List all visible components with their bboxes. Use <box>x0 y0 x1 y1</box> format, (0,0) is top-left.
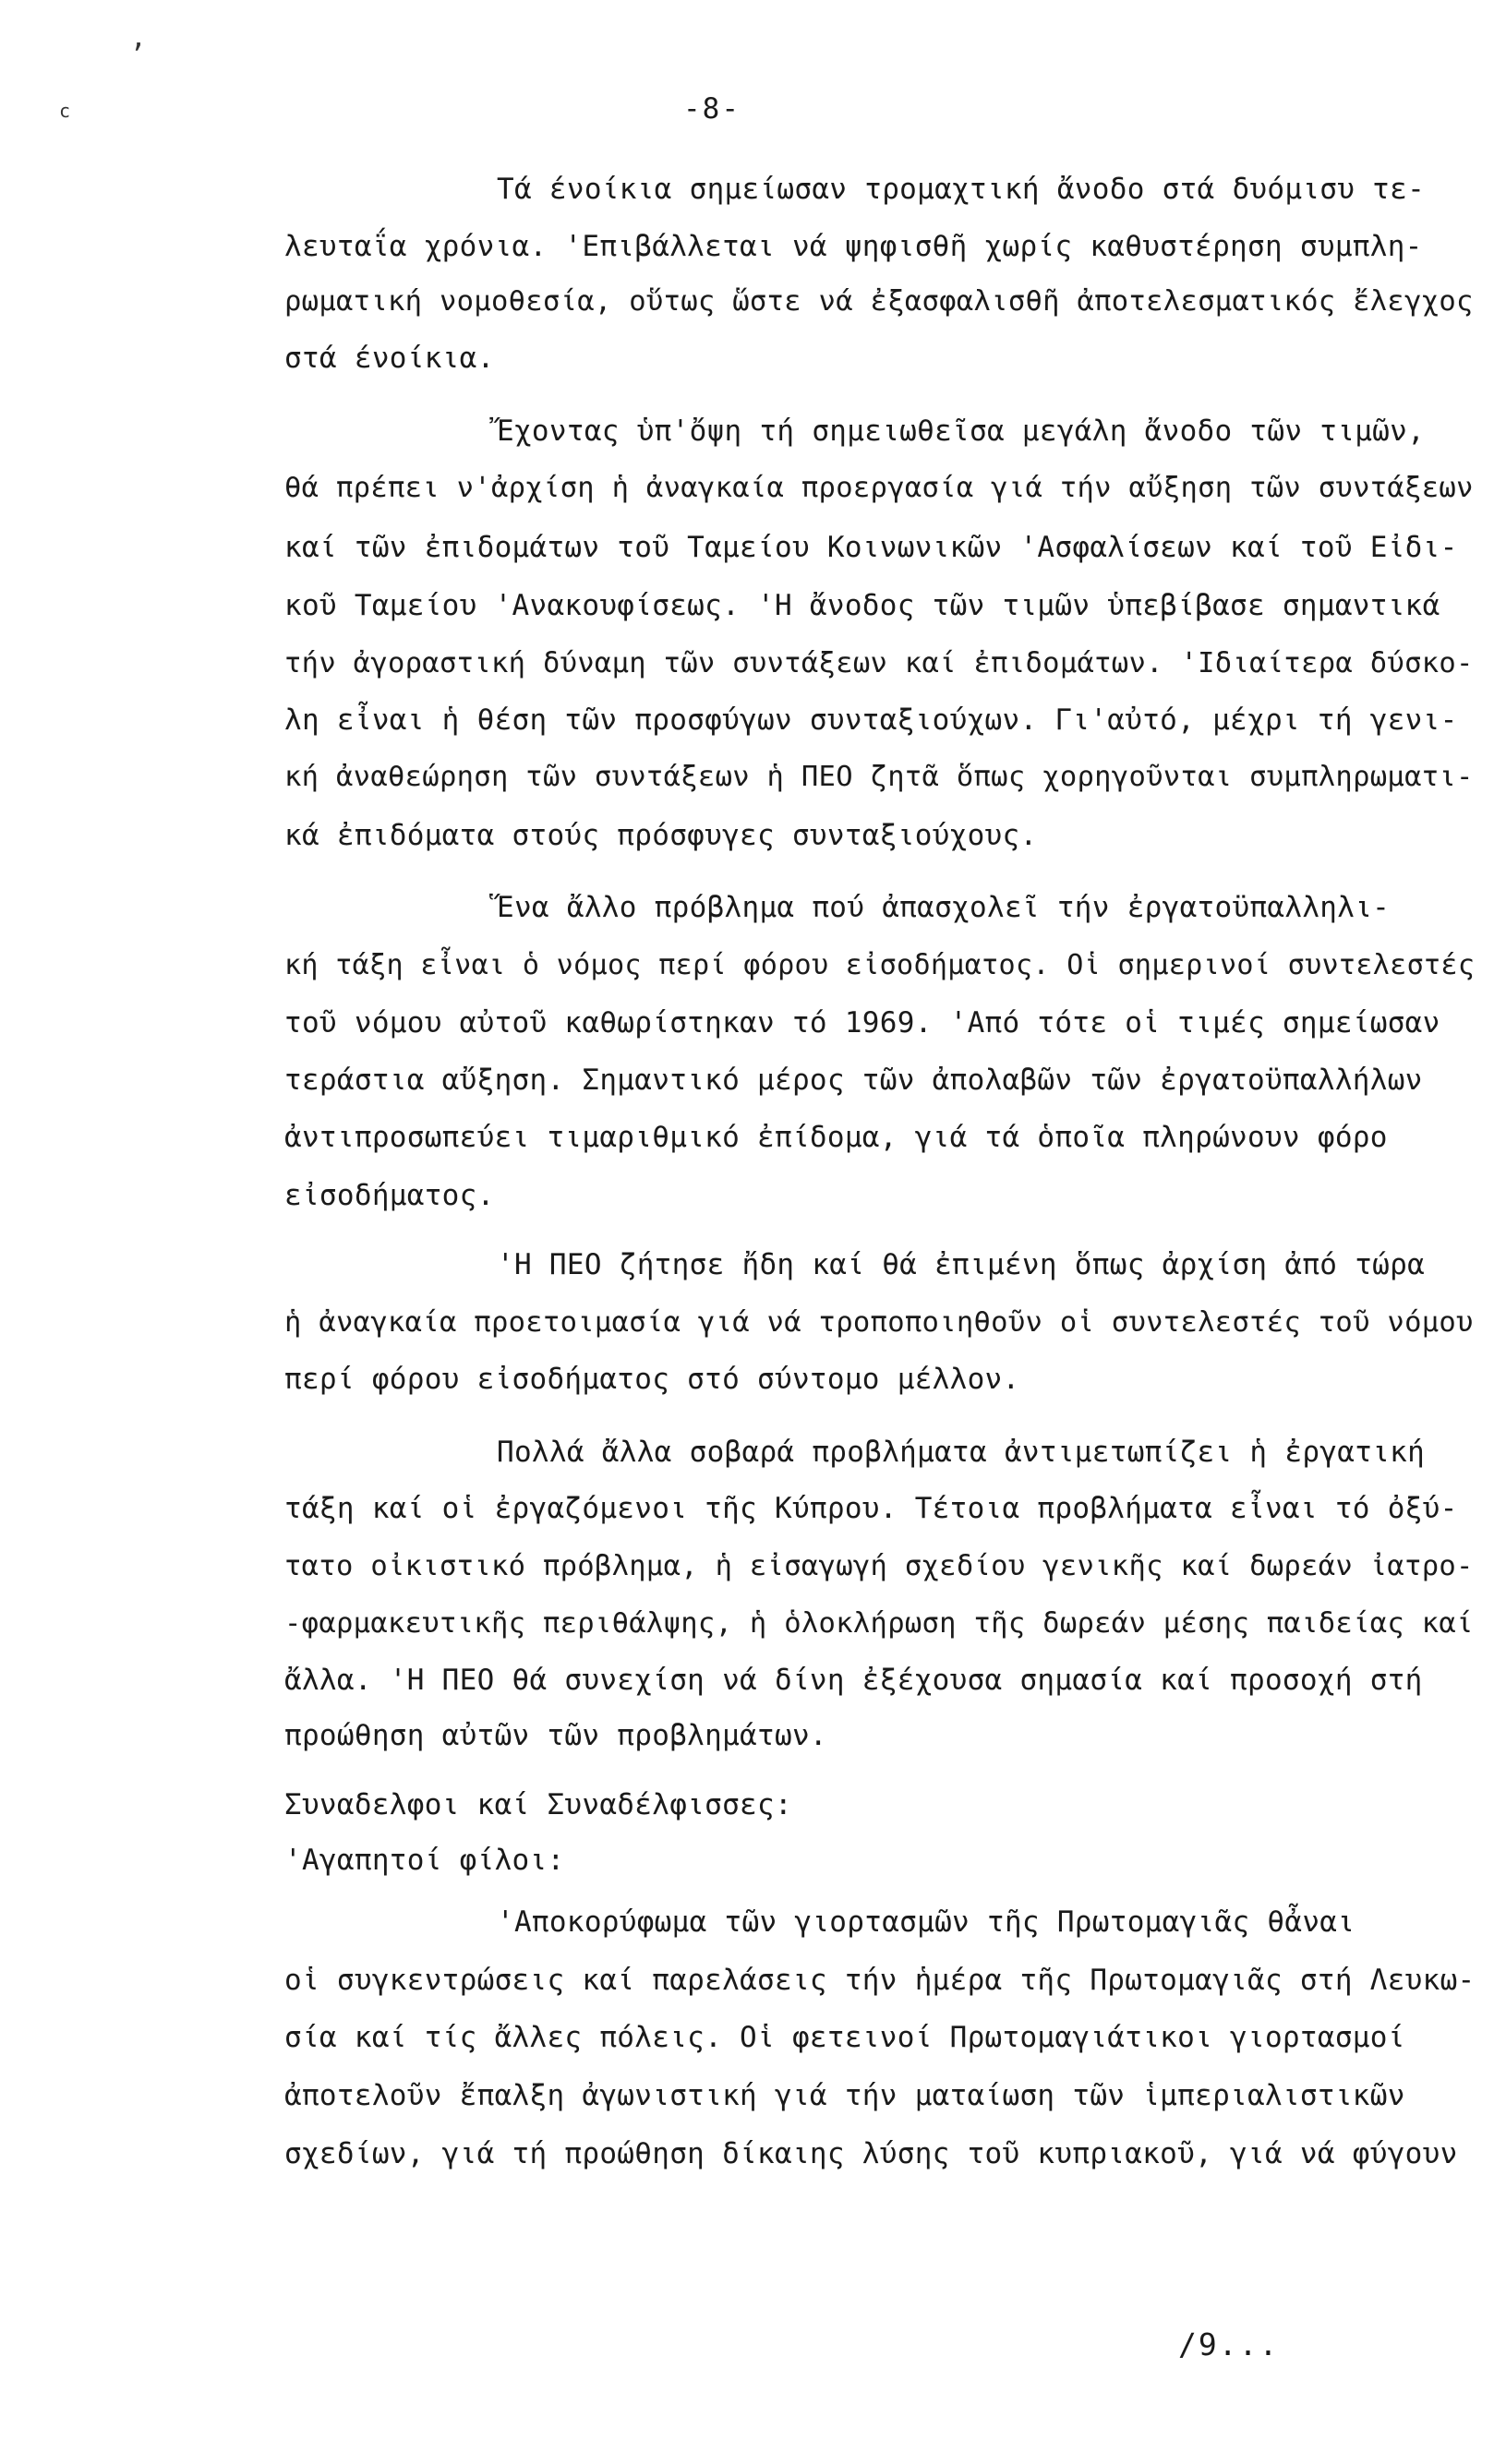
text-line: Ἔχοντας ὑπ'ὄψη τή σημειωθεῖσα μεγάλη ἄνοδο τῶν τιμῶν, <box>497 415 1426 448</box>
text-line: οἱ συγκεντρώσεις καί παρελάσεις τήν ἡμέρα τῆς Πρωτομαγιᾶς στή Λευκω- <box>284 1964 1476 1997</box>
text-line: λη εἶναι ἡ θέση τῶν προσφύγων συνταξιούχων. Γι'αὐτό, μέχρι τή γενι- <box>284 703 1458 737</box>
text-line: περί φόρου εἰσοδήματος στό σύντομο μέλλον. <box>284 1363 1020 1396</box>
text-line: 'Η ΠΕΟ ζήτησε ἤδη καί θά ἐπιμένη ὅπως ἀρχίση ἀπό τώρα <box>497 1248 1426 1281</box>
text-line: κά ἐπιδόματα στούς πρόσφυγες συνταξιούχους. <box>284 819 1038 852</box>
text-line: ἄλλα. 'Η ΠΕΟ θά συνεχίση νά δίνη ἐξέχουσα σημασία καί προσοχή στή <box>284 1664 1423 1697</box>
text-line: εἰσοδήματος. <box>284 1179 495 1212</box>
text-line: καί τῶν ἐπιδομάτων τοῦ Ταμείου Κοινωνικῶν 'Ασφαλίσεων καί τοῦ Εἰδι- <box>284 531 1458 564</box>
text-line: σία καί τίς ἄλλες πόλεις. Οἱ φετεινοί Πρωτομαγιάτικοι γιορτασμοί <box>284 2021 1405 2054</box>
stray-mark: ’ <box>129 39 147 71</box>
text-line: κοῦ Ταμείου 'Ανακουφίσεως. 'Η ἄνοδος τῶν τιμῶν ὑπεβίβασε σημαντικά <box>284 589 1440 622</box>
text-line: ἀντιπροσωπεύει τιμαριθμικό ἐπίδομα, γιά τά ὁποῖα πληρώνουν φόρο <box>284 1121 1388 1154</box>
text-line: 'Αποκορύφωμα τῶν γιορτασμῶν τῆς Πρωτομαγιᾶς θἆναι <box>497 1905 1355 1939</box>
stray-mark: c <box>59 100 71 122</box>
text-line: κή ἀναθεώρηση τῶν συντάξεων ἡ ΠΕΟ ζητᾶ ὅπως χορηγοῦνται συμπληρωματι- <box>284 761 1474 793</box>
text-line: τήν ἀγοραστική δύναμη τῶν συντάξεων καί ἐπιδομάτων. 'Ιδιαίτερα δύσκο- <box>284 647 1474 679</box>
text-line: στά ένοίκια. <box>284 342 495 375</box>
text-line: σχεδίων, γιά τή προώθηση δίκαιης λύσης τοῦ κυπριακοῦ, γιά νά φύγουν <box>284 2137 1458 2170</box>
text-line: 'Αγαπητοί φίλοι: <box>284 1844 565 1877</box>
text-line: -φαρμακευτικῆς περιθάλψης, ἡ ὁλοκλήρωση τῆς δωρεάν μέσης παιδείας καί <box>284 1607 1474 1640</box>
text-line: τατο οἰκιστικό πρόβλημα, ἡ εἰσαγωγή σχεδίου γενικῆς καί δωρεάν ἰατρο- <box>284 1550 1474 1582</box>
continuation-marker: /9... <box>1178 2326 1280 2362</box>
text-line: λευταΐα χρόνια. 'Επιβάλλεται νά ψηφισθῆ χωρίς καθυστέρηση συμπλη- <box>284 230 1423 263</box>
text-line: ἡ ἀναγκαία προετοιμασία γιά νά τροποποιηθοῦν οἱ συντελεστές τοῦ νόμου <box>284 1306 1474 1339</box>
text-line: θά πρέπει ν'ἀρχίση ἡ ἀναγκαία προεργασία γιά τήν αὔξηση τῶν συντάξεων <box>284 472 1474 504</box>
page-number: -8- <box>683 92 741 126</box>
text-line: προώθηση αὐτῶν τῶν προβλημάτων. <box>284 1719 827 1752</box>
text-line: Ἕνα ἄλλο πρόβλημα πού ἀπασχολεῖ τήν ἐργατοϋπαλληλι- <box>497 891 1391 924</box>
text-line: κή τάξη εἶναι ὁ νόμος περί φόρου εἰσοδήματος. Οἱ σημερινοί συντελεστές <box>284 949 1476 981</box>
text-line: Τά ένοίκια σημείωσαν τρομαχτική ἄνοδο στά δυόμισυ τε- <box>497 173 1426 206</box>
text-line: ρωματική νομοθεσία, οὕτως ὥστε νά ἐξασφαλισθῆ ἀποτελεσματικός ἔλεγχος <box>284 285 1474 318</box>
text-line: τεράστια αὔξηση. Σημαντικό μέρος τῶν ἀπολαβῶν τῶν ἐργατοϋπαλλήλων <box>284 1064 1423 1097</box>
text-line: τάξη καί οἱ ἐργαζόμενοι τῆς Κύπρου. Τέτοια προβλήματα εἶναι τό ὀξύ- <box>284 1492 1458 1525</box>
text-line: τοῦ νόμου αὐτοῦ καθωρίστηκαν τό 1969. 'Από τότε οἱ τιμές σημείωσαν <box>284 1006 1440 1040</box>
text-line: Συναδελφοι καί Συναδέλφισσες: <box>284 1788 792 1821</box>
text-line: Πολλά ἄλλα σοβαρά προβλήματα ἀντιμετωπίζει ἡ ἐργατική <box>497 1436 1426 1469</box>
text-line: ἀποτελοῦν ἔπαλξη ἀγωνιστική γιά τήν ματαίωση τῶν ἱμπεριαλιστικῶν <box>284 2079 1405 2112</box>
